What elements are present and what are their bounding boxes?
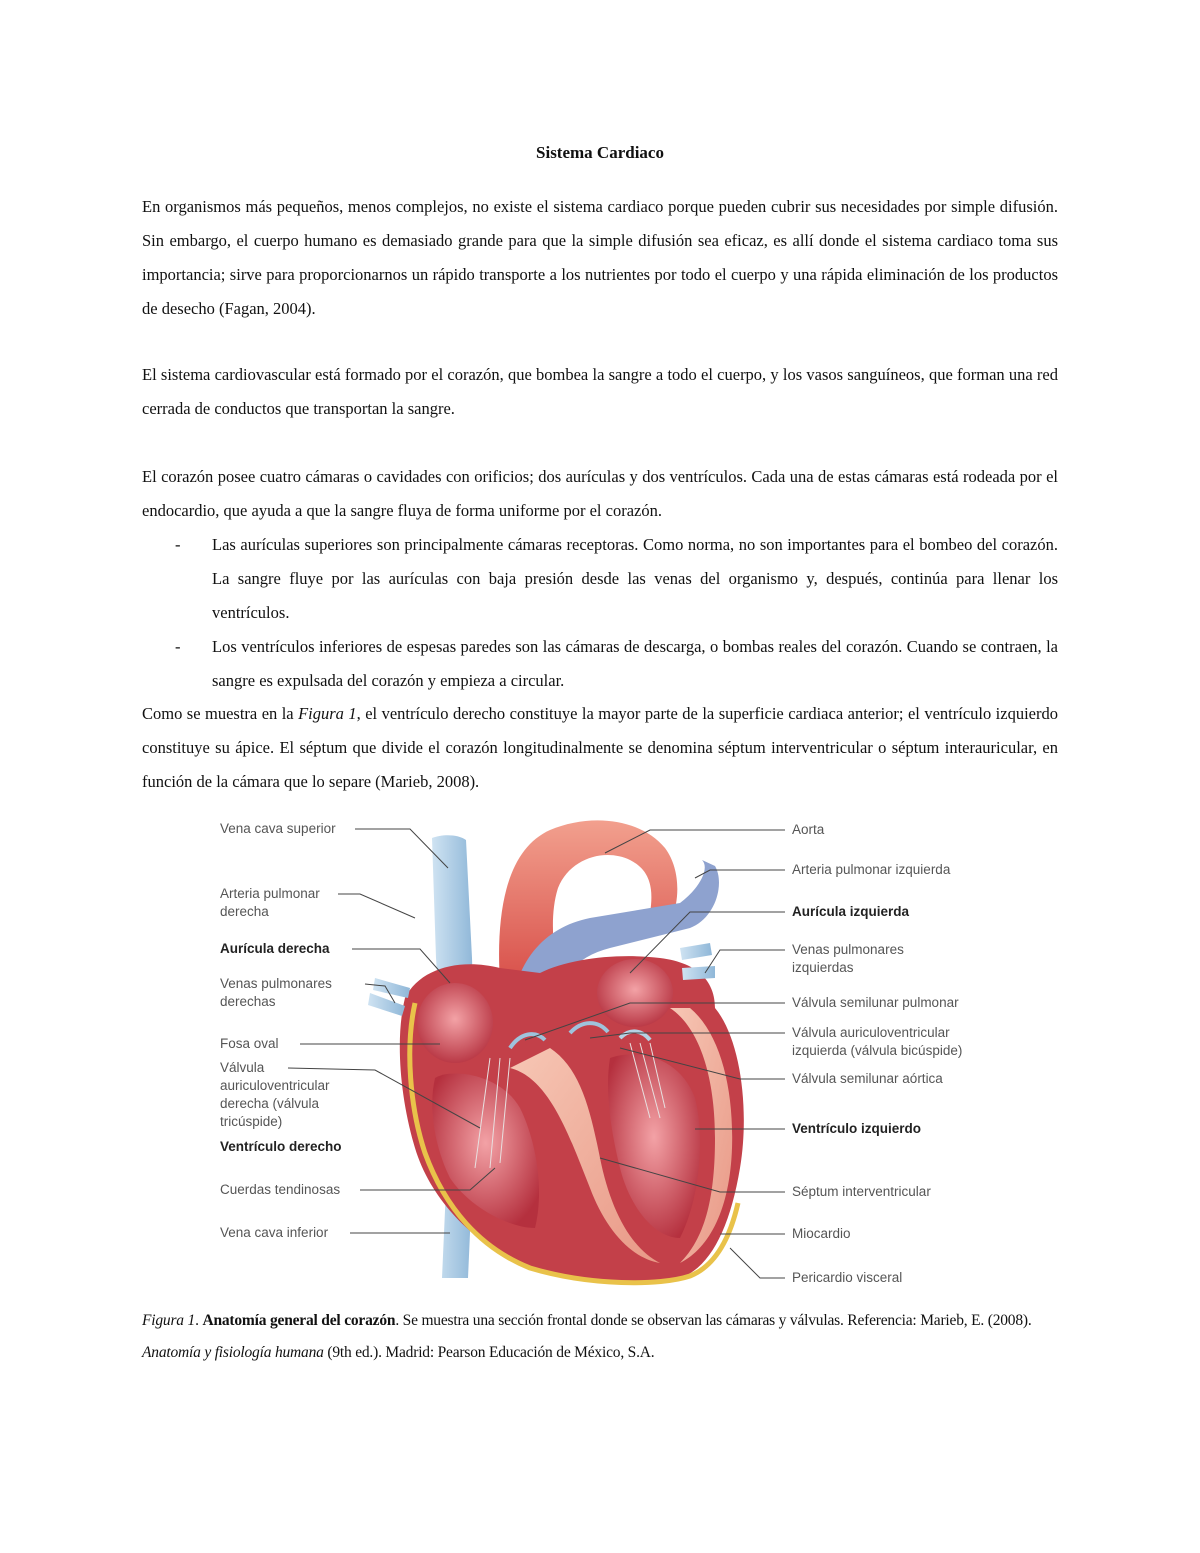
list-item (142, 630, 1058, 698)
labels-left (220, 821, 342, 1240)
caption-bold-title: Anatomía general del corazón (202, 1312, 396, 1329)
caption-figure-label: Figura 1 (142, 1312, 196, 1329)
label-arteria-pulmonar-izquierda: Arteria pulmonar izquierda (792, 862, 951, 877)
figure-reference: Figura 1 (298, 704, 357, 723)
heart-anatomy-figure (210, 808, 990, 1290)
labels-right (792, 822, 962, 1285)
label-septum-interventricular: Séptum interventricular (792, 1184, 931, 1199)
caption-dot: . (195, 1312, 203, 1329)
paragraph-intro: En organismos más pequeños, menos complejos, no existe el sistema cardiaco porque pueden cubrir sus necesidades por simple difusión. Sin embargo, el cuerpo humano es demasiado grande para que la simple difusión sea eficaz, es allí donde el sistema cardiaco toma sus importancia; sirve para proporcionarnos un rápido transporte a los nutrientes por todo el cuerpo y una rápida eliminación de los productos de desecho (Fagan, 2004). (142, 197, 1058, 318)
label-valvula-tricuspide-3: derecha (válvula (220, 1096, 320, 1111)
label-aorta: Aorta (792, 822, 825, 837)
label-venas-pulmonares-derechas-1: Venas pulmonares (220, 976, 332, 991)
heart-body (368, 943, 744, 1283)
label-auricula-izquierda: Aurícula izquierda (792, 904, 910, 919)
label-vena-cava-inferior: Vena cava inferior (220, 1225, 329, 1240)
caption-text-2: (9th ed.). Madrid: Pearson Educación de México, S.A. (323, 1344, 655, 1361)
bullet-list (142, 528, 1058, 698)
figure-caption (142, 1305, 1058, 1369)
label-valvula-bicuspide-1: Válvula auriculoventricular (792, 1025, 950, 1040)
list-item (142, 528, 1058, 630)
label-venas-pulmonares-izquierdas-2: izquierdas (792, 960, 854, 975)
label-ventriculo-derecho: Ventrículo derecho (220, 1139, 342, 1154)
label-venas-pulmonares-derechas-2: derechas (220, 994, 276, 1009)
caption-text-1: . Se muestra una sección frontal donde se observan las cámaras y válvulas. Referencia: Marieb, E. (2008). (395, 1312, 1032, 1329)
label-miocardio: Miocardio (792, 1226, 851, 1241)
label-valvula-tricuspide-2: auriculoventricular (220, 1078, 330, 1093)
paragraph-cardiovascular: El sistema cardiovascular está formado por el corazón, que bombea la sangre a todo el cuerpo, y los vasos sanguíneos, que forman una red cerrada de conductos que transportan la sangre. (142, 365, 1058, 418)
label-arteria-pulmonar-derecha-1: Arteria pulmonar (220, 886, 320, 901)
label-fosa-oval: Fosa oval (220, 1036, 279, 1051)
bullet-dash: - (175, 637, 181, 656)
label-ventriculo-izquierdo: Ventrículo izquierdo (792, 1121, 922, 1136)
p4-start: Como se muestra en la (142, 704, 299, 723)
paragraph-chambers: El corazón posee cuatro cámaras o cavidades con orificios; dos aurículas y dos ventrículos. Cada una de estas cámaras está rodeada por el endocardio, que ayuda a que la sangre fluya de forma uniforme por el corazón. (142, 467, 1058, 520)
paragraph-figure-reference (142, 697, 1058, 799)
label-vena-cava-superior: Vena cava superior (220, 821, 336, 836)
label-auricula-derecha: Aurícula derecha (220, 941, 330, 956)
label-valvula-semilunar-pulmonar: Válvula semilunar pulmonar (792, 995, 959, 1010)
label-valvula-bicuspide-2: izquierda (válvula bicúspide) (792, 1043, 963, 1058)
document-title: Sistema Cardiaco (536, 143, 664, 162)
label-cuerdas-tendinosas: Cuerdas tendinosas (220, 1182, 341, 1197)
label-arteria-pulmonar-derecha-2: derecha (220, 904, 269, 919)
label-pericardio-visceral: Pericardio visceral (792, 1270, 903, 1285)
caption-book-title: Anatomía y fisiología humana (142, 1344, 324, 1361)
bullet-dash: - (175, 535, 181, 554)
label-valvula-tricuspide-1: Válvula (220, 1060, 265, 1075)
label-valvula-semilunar-aortica: Válvula semilunar aórtica (792, 1071, 943, 1086)
label-valvula-tricuspide-4: tricúspide) (220, 1114, 283, 1129)
p4-rest: , el ventrículo derecho constituye la mayor parte de la superficie cardiaca anterior; el ventrículo izquierdo constituye su ápice. El séptum que divide el corazón longitudinalmente se denomina séptum interventricular o séptum interauricular, en función de la cámara que lo separe (Marieb, 2008). (142, 704, 1058, 791)
label-venas-pulmonares-izquierdas-1: Venas pulmonares (792, 942, 904, 957)
bullet-text: Los ventrículos inferiores de espesas paredes son las cámaras de descarga, o bombas reales del corazón. Cuando se contraen, la sangre es expulsada del corazón y empieza a circular. (212, 637, 1058, 690)
bullet-text: Las aurículas superiores son principalmente cámaras receptoras. Como norma, no son importantes para el bombeo del corazón. La sangre fluye por las aurículas con baja presión desde las venas del organismo y, después, continúa para llenar los ventrículos. (212, 535, 1058, 622)
